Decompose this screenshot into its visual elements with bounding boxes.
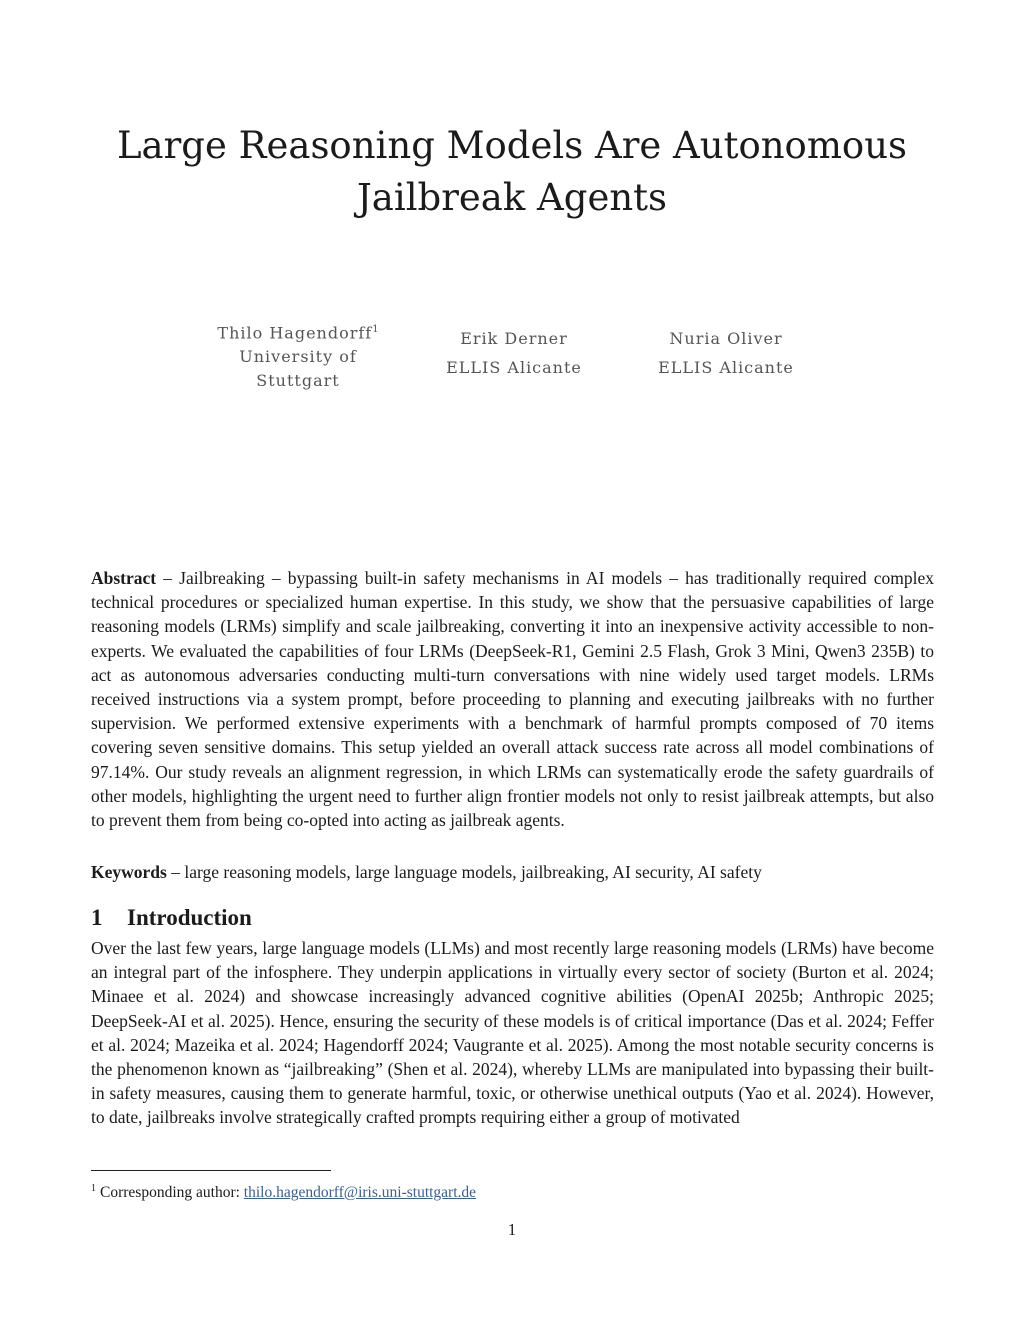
introduction-paragraph: Over the last few years, large language models (LLMs) and most recently large reasoning models (LRMs) have become an integral part of the infosphere. They underpin applications in virtually every sector of society (Burton et al. 2024; Minaee et al. 2024) and showcase increasingly advanced cognitive abilities (OpenAI 2025b; Anthropic 2025; DeepSeek-AI et al. 2025). Hence, ensuring the security of these models is of critical importance (Das et al. 2024; Feffer et al. 2024; Mazeika et al. 2024; Hagendorff 2024; Vaugrante et al. 2025). Among the most notable security concerns is the phenomenon known as “jailbreaking” (Shen et al. 2024), whereby LLMs are manipulated into bypassing their built-in safety measures, causing them to generate harmful, toxic, or otherwise unethical outputs (Yao et al. 2024). However, to date, jailbreaks involve strategically crafted prompts requiring either a group of motivated (91, 938, 934, 1128)
author-affiliation: Stuttgart (256, 371, 340, 391)
title-line-1: Large Reasoning Models Are Autonomous (116, 124, 908, 167)
footnote-marker: 1 (91, 1183, 96, 1194)
author-block-3 (636, 324, 816, 382)
keywords-text: – large reasoning models, large language models, jailbreaking, AI security, AI safety (166, 862, 762, 882)
keywords (91, 860, 934, 884)
page-number: 1 (507, 1220, 517, 1239)
section-title: Introduction (127, 905, 252, 930)
author-name: Thilo Hagendorff$^1$ (217, 323, 379, 343)
author-name: Erik Derner (460, 329, 568, 348)
keywords-label: Keywords (91, 862, 167, 882)
footnote-label: Corresponding author: (100, 1184, 244, 1202)
author-affiliation: ELLIS Alicante (658, 358, 794, 377)
section-heading-introduction (91, 905, 252, 931)
author-block-2 (424, 324, 604, 382)
footnote (91, 1183, 476, 1202)
footnote-marker: 1 (372, 324, 379, 335)
footnote-divider (91, 1170, 331, 1171)
abstract-label: Abstract (91, 568, 157, 588)
author-affiliation: ELLIS Alicante (446, 358, 582, 377)
title-line-2: Jailbreak Agents (356, 176, 668, 219)
author-affiliation: University of (239, 347, 357, 367)
abstract (91, 566, 934, 832)
paper-title (100, 120, 924, 224)
abstract-text: – Jailbreaking – bypassing built-in safety mechanisms in AI models – has traditionally required complex technical procedures or specialized human expertise. In this study, we show that the persuasive capabilities of large reasoning models (LRMs) simplify and scale jailbreaking, converting it into an inexpensive activity accessible to non-experts. We evaluated the capabilities of four LRMs (DeepSeek-R1, Gemini 2.5 Flash, Grok 3 Mini, Qwen3 235B) to act as autonomous adversaries conducting multi-turn conversations with nine widely used target models. LRMs received instructions via a system prompt, before proceeding to planning and executing jailbreaks with no further supervision. We performed extensive experiments with a benchmark of harmful prompts composed of 70 items covering seven sensitive domains. This setup yielded an overall attack success rate across all model combinations of 97.14%. Our study reveals an alignment regression, in which LRMs can systematically erode the safety guardrails of other models, highlighting the urgent need to further align frontier models not only to resist jailbreak attempts, but also to prevent them from being co-opted into acting as jailbreak agents. (91, 568, 934, 831)
section-number: 1 (91, 905, 103, 930)
author-name: Nuria Oliver (669, 329, 783, 348)
author-block-1 (200, 318, 396, 393)
email-link[interactable]: thilo.hagendorff@iris.uni-stuttgart.de (243, 1184, 477, 1202)
